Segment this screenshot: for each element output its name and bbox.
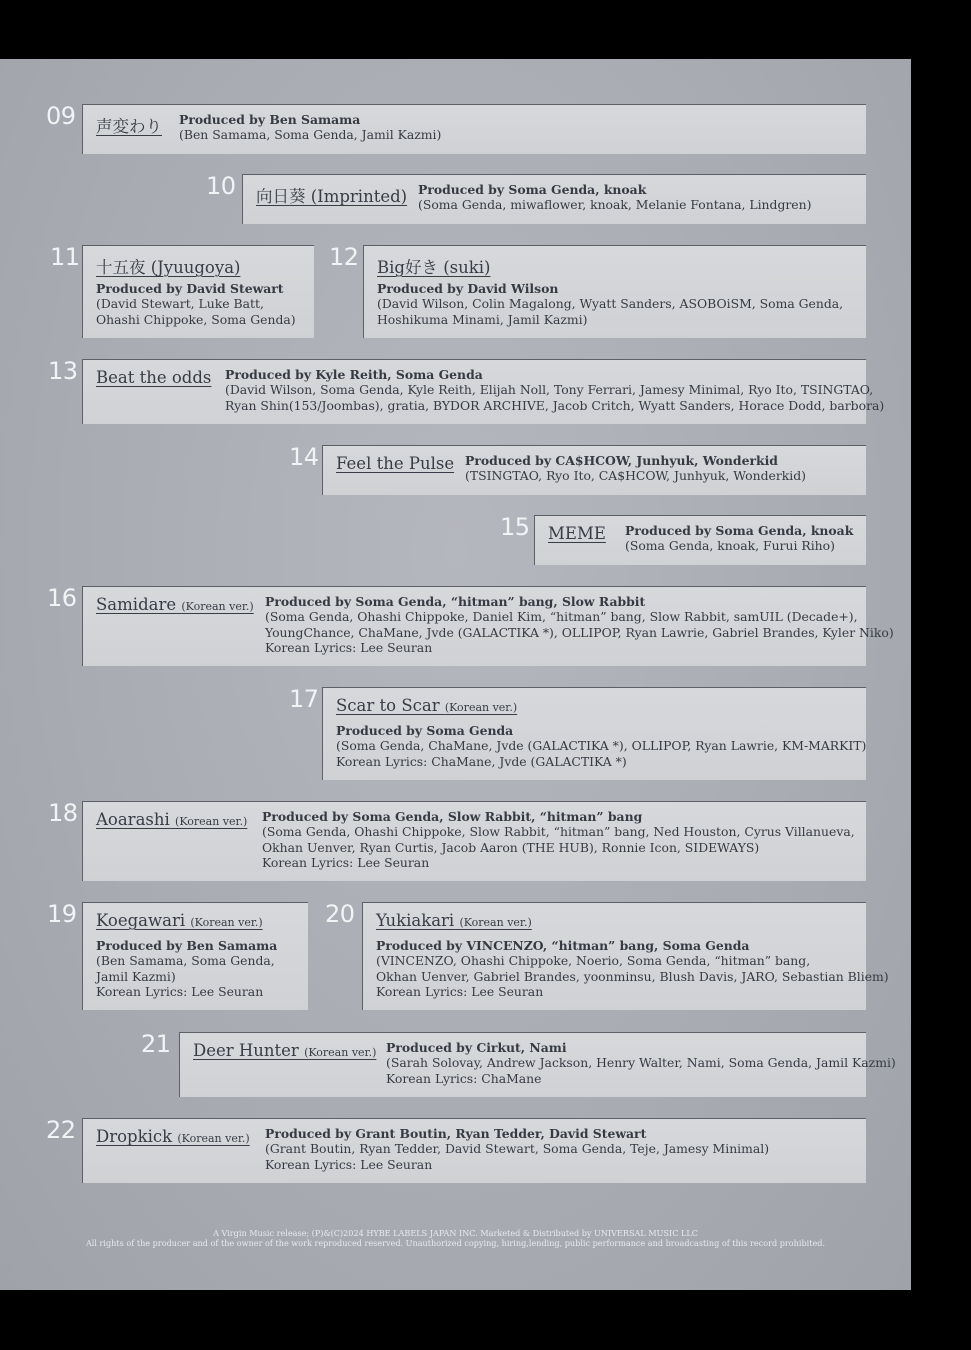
producer-line: Produced by Soma Genda, Slow Rabbit, “hitman” bang xyxy=(262,809,643,824)
credit-line: (Ben Samama, Soma Genda, xyxy=(96,953,275,969)
track-number: 12 xyxy=(329,243,359,271)
track-title xyxy=(377,254,490,278)
credit-line: Korean Lyrics: Lee Seuran xyxy=(96,983,264,999)
producer-line: Produced by Ben Samama xyxy=(179,112,361,127)
version-label: (Korean ver.) xyxy=(175,815,248,828)
credit-line: (VINCENZO, Ohashi Chippoke, Noerio, Soma Genda, “hitman” bang, xyxy=(376,953,811,969)
track-title-text: Feel the Pulse xyxy=(336,454,455,473)
credit-line: Korean Lyrics: Lee Seuran xyxy=(262,854,430,870)
producer-line: Produced by David Stewart xyxy=(96,281,284,296)
credit-info xyxy=(465,453,806,484)
credit-line: (David Stewart, Luke Batt, xyxy=(96,296,264,312)
credit-line: Ohashi Chippoke, Soma Genda) xyxy=(96,311,296,327)
producer-line: Produced by Ben Samama xyxy=(96,938,278,953)
track-title-text: Beat the odds xyxy=(96,368,212,387)
track-title-text: Big好き (suki) xyxy=(377,258,491,277)
track-title-text: 声変わり xyxy=(96,117,162,136)
track-title xyxy=(96,368,211,387)
track-title xyxy=(96,810,247,829)
credit-line: (David Wilson, Soma Genda, Kyle Reith, Elijah Noll, Tony Ferrari, Jamesy Minimal, Ryo Ito, TSINGTAO, xyxy=(225,382,874,398)
producer-line: Produced by Soma Genda, knoak xyxy=(418,182,647,197)
track-title xyxy=(256,183,407,207)
credit-line: (Soma Genda, miwaflower, knoak, Melanie Fontana, Lindgren) xyxy=(418,197,812,213)
credit-line: (Soma Genda, knoak, Furui Riho) xyxy=(625,538,835,554)
credit-line: YoungChance, ChaMane, Jvde (GALACTIKA *), OLLIPOP, Ryan Lawrie, Gabriel Brandes, Kyler Niko) xyxy=(265,624,894,640)
track-title-text: MEME xyxy=(548,524,606,543)
footer-line-2: All rights of the producer and of the owner of the work reproduced reserved. Unauthorized copying, hiring,lending, public performance and broadcasting of this record prohibited. xyxy=(85,1238,826,1248)
producer-line: Produced by VINCENZO, “hitman” bang, Soma Genda xyxy=(376,938,750,953)
credit-line: (Soma Genda, Ohashi Chippoke, Daniel Kim, “hitman” bang, Slow Rabbit, samUIL (Decade+), xyxy=(265,609,858,625)
version-label: (Korean ver.) xyxy=(190,916,263,929)
track-title xyxy=(96,595,254,614)
producer-line: Produced by Grant Boutin, Ryan Tedder, David Stewart xyxy=(265,1126,647,1141)
producer-line: Produced by CA$HCOW, Junhyuk, Wonderkid xyxy=(465,453,778,468)
track-title-text: 十五夜 (Jyuugoya) xyxy=(96,258,241,277)
credit-line: Korean Lyrics: ChaMane xyxy=(386,1070,542,1086)
producer-line: Produced by David Wilson xyxy=(377,281,559,296)
producer-line: Produced by Soma Genda, knoak xyxy=(625,523,854,538)
credit-line: Hoshikuma Minami, Jamil Kazmi) xyxy=(377,311,588,327)
credit-info xyxy=(625,523,853,554)
version-label: (Korean ver.) xyxy=(304,1046,377,1059)
track-title xyxy=(548,524,606,543)
credit-info xyxy=(96,938,277,999)
track-number: 16 xyxy=(47,584,77,612)
track-title xyxy=(336,696,517,715)
version-label: (Korean ver.) xyxy=(177,1132,250,1145)
track-title-text: Koegawari xyxy=(96,911,186,930)
track-title xyxy=(96,113,162,137)
credit-line: (TSINGTAO, Ryo Ito, CA$HCOW, Junhyuk, Wonderkid) xyxy=(465,468,807,484)
credit-info xyxy=(376,938,889,999)
credit-line: Korean Lyrics: ChaMane, Jvde (GALACTIKA *) xyxy=(336,753,627,769)
track-title xyxy=(96,911,263,930)
track-title-text: Yukiakari xyxy=(376,911,455,930)
credit-line: Ryan Shin(153/Joombas), gratia, BYDOR ARCHIVE, Jacob Critch, Wyatt Sanders, Horace Dodd, barbora) xyxy=(225,397,885,413)
track-number: 11 xyxy=(50,243,80,271)
credit-line: Jamil Kazmi) xyxy=(96,968,176,984)
credit-line: (Sarah Solovay, Andrew Jackson, Henry Walter, Nami, Soma Genda, Jamil Kazmi) xyxy=(386,1055,896,1071)
track-number: 18 xyxy=(48,799,78,827)
track-title xyxy=(96,254,240,278)
track-number: 15 xyxy=(500,513,530,541)
credit-info xyxy=(262,809,855,870)
credit-info xyxy=(336,723,866,769)
track-title-text: Dropkick xyxy=(96,1127,173,1146)
track-number: 21 xyxy=(141,1030,171,1058)
credit-line: Korean Lyrics: Lee Seuran xyxy=(265,639,433,655)
track-title xyxy=(193,1041,376,1060)
credit-line: (David Wilson, Colin Magalong, Wyatt Sanders, ASOBOiSM, Soma Genda, xyxy=(377,296,844,312)
credit-line: (Ben Samama, Soma Genda, Jamil Kazmi) xyxy=(179,127,442,143)
track-number: 14 xyxy=(289,443,319,471)
track-number: 22 xyxy=(46,1116,76,1144)
credit-line: Okhan Uenver, Gabriel Brandes, yoonminsu, Blush Davis, JARO, Sebastian Bliem) xyxy=(376,968,889,984)
track-title xyxy=(336,454,454,473)
credit-line: Korean Lyrics: Lee Seuran xyxy=(265,1156,433,1172)
track-title-text: 向日葵 (Imprinted) xyxy=(256,187,408,206)
credit-line: Korean Lyrics: Lee Seuran xyxy=(376,983,544,999)
credit-info xyxy=(96,281,296,327)
credits-sheet xyxy=(0,59,911,1290)
track-title-text: Aoarashi xyxy=(96,810,170,829)
version-label: (Korean ver.) xyxy=(459,916,532,929)
credit-info xyxy=(179,112,441,143)
footer-line-1: A Virgin Music release; (P)&(C)2024 HYBE LABELS JAPAN INC. Marketed & Distributed by UNIVERSAL MUSIC LLC xyxy=(213,1228,698,1238)
credit-line: Okhan Uenver, Ryan Curtis, Jacob Aaron (THE HUB), Ronnie Icon, SIDEWAYS) xyxy=(262,839,760,855)
track-title-text: Deer Hunter xyxy=(193,1041,299,1060)
track-number: 17 xyxy=(289,685,319,713)
producer-line: Produced by Cirkut, Nami xyxy=(386,1040,567,1055)
track-title xyxy=(96,1127,250,1146)
producer-line: Produced by Soma Genda xyxy=(336,723,514,738)
credit-line: (Grant Boutin, Ryan Tedder, David Stewart, Soma Genda, Teje, Jamesy Minimal) xyxy=(265,1141,770,1157)
track-number: 10 xyxy=(206,172,236,200)
credit-line: (Soma Genda, ChaMane, Jvde (GALACTIKA *), OLLIPOP, Ryan Lawrie, KM-MARKIT) xyxy=(336,738,867,754)
credit-info xyxy=(225,367,884,413)
credit-info xyxy=(418,182,811,213)
credit-info xyxy=(265,594,894,655)
track-title-text: Scar to Scar xyxy=(336,696,440,715)
credit-info xyxy=(377,281,843,327)
track-number: 20 xyxy=(325,900,355,928)
version-label: (Korean ver.) xyxy=(444,701,518,714)
track-number: 19 xyxy=(47,900,77,928)
producer-line: Produced by Soma Genda, “hitman” bang, Slow Rabbit xyxy=(265,594,646,609)
credit-info xyxy=(265,1126,769,1172)
credit-info xyxy=(386,1040,896,1086)
track-number: 13 xyxy=(48,357,78,385)
credit-line: (Soma Genda, Ohashi Chippoke, Slow Rabbit, “hitman” bang, Ned Houston, Cyrus Villanueva, xyxy=(262,824,855,840)
track-number: 09 xyxy=(46,102,76,130)
version-label: (Korean ver.) xyxy=(181,600,254,613)
producer-line: Produced by Kyle Reith, Soma Genda xyxy=(225,367,483,382)
track-title-text: Samidare xyxy=(96,595,177,614)
track-title xyxy=(376,911,532,930)
